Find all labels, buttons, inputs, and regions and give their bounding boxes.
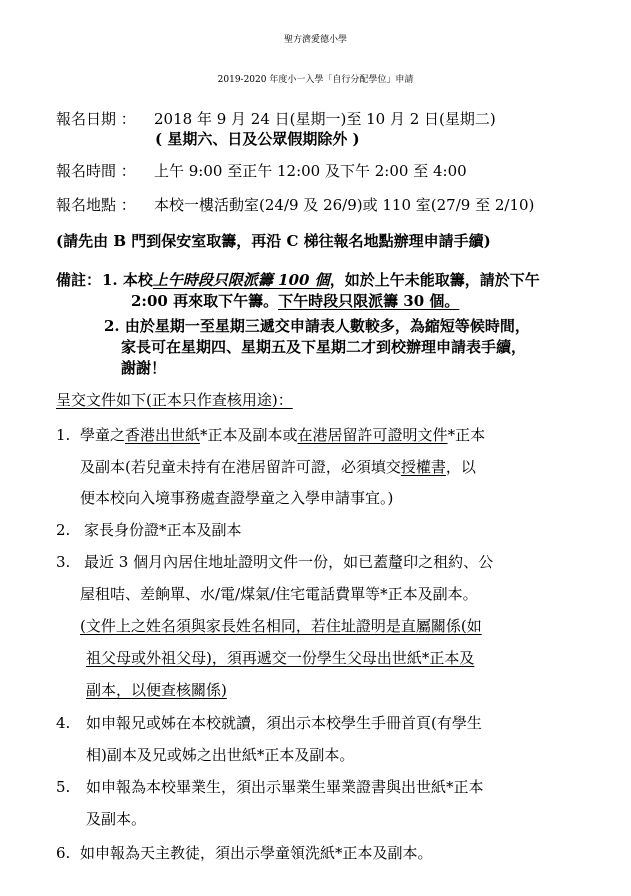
- registration-place-label: 報名地點 ：: [56, 196, 136, 214]
- remark-1-morning-quota: 上午時段只限派籌 100 個: [152, 271, 330, 289]
- page-heading: 2019-2020 年度小一入學「自行分配學位」申請: [217, 75, 414, 85]
- doc-4-line-2: 相)副本及兄或姊之出世紙*正本及副本。: [86, 746, 355, 764]
- doc-5-line-2: 及副本。: [86, 810, 147, 828]
- remark-1-text-d: 2:00 再來取下午籌。: [131, 292, 279, 310]
- remark-1-text-a: 本校: [122, 271, 153, 289]
- doc-2-text: 家長身份證*正本及副本: [84, 521, 242, 539]
- remark-2-number: 2.: [104, 317, 120, 335]
- doc-6-number: 6.: [56, 844, 71, 862]
- registration-date-label: 報名日期 ：: [56, 110, 136, 128]
- doc-1-text-a3: *正本及副本或: [200, 426, 298, 444]
- doc-3-line-1: 最近 3 個月內居住地址證明文件一份，如已蓋釐印之租約、公: [84, 553, 494, 571]
- registration-date-value: 2018 年 9 月 24 日(星期一)至 10 月 2 日(星期二): [154, 110, 496, 128]
- doc-1-text-b3: ，以: [445, 458, 476, 476]
- doc-1-line-3: 便本校向入境事務處查證學童之入學申請事宜。): [80, 489, 394, 507]
- doc-3-line-5: 副本，以便查核關係): [86, 681, 227, 699]
- doc-3-number: 3.: [56, 553, 71, 571]
- remark-2: [104, 319, 530, 334]
- doc-1-line-2: [80, 460, 476, 475]
- doc-1-authorization-form: 授權書: [400, 458, 446, 476]
- registration-time-value: 上午 9:00 至正午 12:00 及下午 2:00 至 4:00: [154, 162, 467, 180]
- doc-6-text: 如申報為天主教徒，須出示學童領洗紙*正本及副本。: [80, 844, 433, 862]
- doc-1-text-b1: 及副本(若兒童未持有在港居留許可證，必須填交: [80, 458, 401, 476]
- registration-place-value: 本校一樓活動室(24/9 及 26/9)或 110 室(27/9 至 2/10): [154, 196, 535, 214]
- doc-1-residence-permit: 在港居留許可證明文件: [297, 426, 448, 444]
- remark-1-number: 1.: [102, 271, 118, 289]
- remark-2-text-a: 由於星期一至星期三遞交申請表人數較多，為縮短等候時間，: [124, 317, 530, 335]
- remark-1-line-2: [131, 294, 459, 309]
- doc-3-line-2: 屋租咭、差餉單、水/電/煤氣/住宅電話費單等*正本及副本。: [80, 585, 478, 603]
- documents-heading: 呈交文件如下(正本只作查核用途)：: [56, 391, 293, 409]
- doc-5-number: 5.: [56, 778, 71, 796]
- directions-note: (請先由 B 門到保安室取籌，再沿 C 梯往報名地點辦理申請手續): [56, 232, 491, 250]
- remark-2-text-c: 謝謝！: [121, 359, 167, 377]
- doc-5-line-1: 如申報為本校畢業生，須出示畢業生畢業證書與出世紙*正本: [86, 778, 484, 796]
- doc-2-number: 2.: [56, 521, 71, 539]
- doc-1-number: 1.: [56, 426, 71, 444]
- doc-1-line-1: [80, 428, 485, 443]
- remark-1-text-c: ，如於上午未能取籌，請於下午: [329, 271, 540, 289]
- remark-2-text-b: 家長可在星期四、星期五及下星期二才到校辦理申請表手續，: [121, 338, 527, 356]
- school-name: 聖方濟愛德小學: [283, 35, 347, 45]
- doc-4-number: 4.: [56, 714, 71, 732]
- registration-time-label: 報名時間 ：: [56, 162, 136, 180]
- doc-3-line-3: (文件上之姓名須與家長姓名相同，若住址證明是直屬關係(如: [80, 617, 482, 635]
- doc-1-hk-birth-cert: 香港出世紙: [125, 426, 201, 444]
- doc-4-line-1: 如申報兄或姊在本校就讀，須出示本校學生手冊首頁(有學生: [86, 714, 482, 732]
- remark-1-afternoon-quota: 下午時段只限派籌 30 個。: [278, 292, 460, 310]
- registration-date-note: ( 星期六、日及公眾假期除外 ): [155, 130, 360, 148]
- doc-1-text-a5: *正本: [447, 426, 486, 444]
- doc-1-text-a1: 學童之: [80, 426, 126, 444]
- remarks-label: 備註：: [56, 271, 102, 289]
- remark-1: [102, 273, 540, 288]
- doc-3-line-4: 祖父母或外祖父母)，須再遞交一份學生父母出世紙*正本及: [86, 649, 475, 667]
